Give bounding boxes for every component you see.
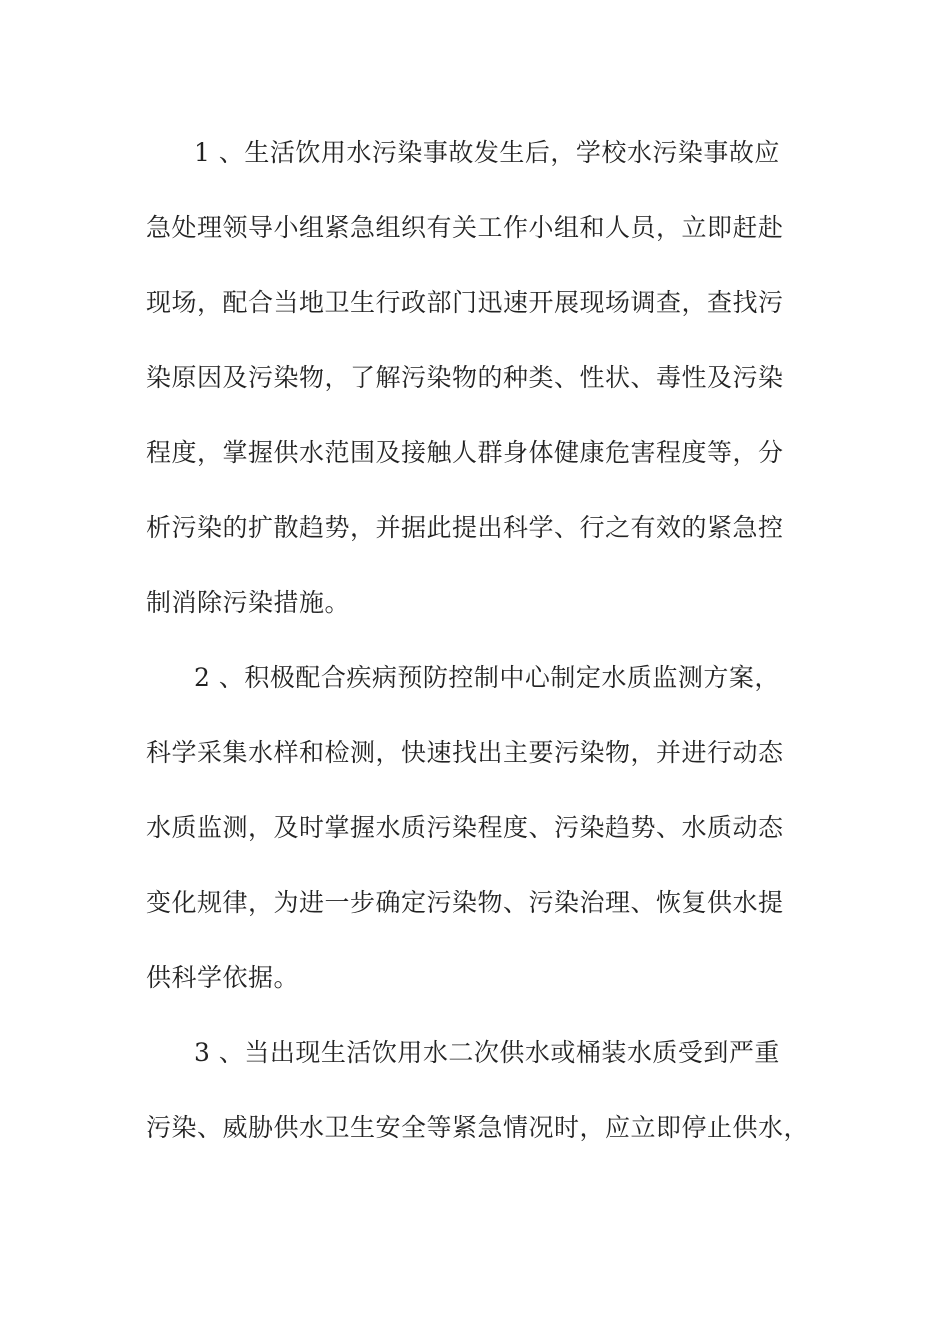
document-body xyxy=(146,128,810,1178)
paragraph-line: 程度，掌握供水范围及接触人群身体健康危害程度等，分 xyxy=(146,438,784,467)
paragraph-line: 现场，配合当地卫生行政部门迅速开展现场调查，查找污 xyxy=(146,288,784,317)
paragraph-line: 制消除污染措施。 xyxy=(146,588,351,617)
paragraph-line: 急处理领导小组紧急组织有关工作小组和人员，立即赶赴 xyxy=(146,213,784,242)
paragraph-3 xyxy=(146,1028,810,1178)
paragraph-line: 变化规律，为进一步确定污染物、污染治理、恢复供水提 xyxy=(146,888,784,917)
paragraph-2 xyxy=(146,653,806,1028)
paragraph-line: 污染、威胁供水卫生安全等紧急情况时，应立即停止供水， xyxy=(146,1113,810,1142)
paragraph-line: 科学采集水样和检测，快速找出主要污染物，并进行动态 xyxy=(146,738,784,767)
paragraph-line: 染原因及污染物，了解污染物的种类、性状、毒性及污染 xyxy=(146,363,784,392)
paragraph-line: 2 、积极配合疾病预防控制中心制定水质监测方案， xyxy=(194,663,780,692)
paragraph-line: 析污染的扩散趋势，并据此提出科学、行之有效的紧急控 xyxy=(146,513,784,542)
paragraph-line: 水质监测，及时掌握水质污染程度、污染趋势、水质动态 xyxy=(146,813,784,842)
paragraph-line: 1 、生活饮用水污染事故发生后，学校水污染事故应 xyxy=(194,138,780,167)
paragraph-1 xyxy=(146,128,806,653)
paragraph-line: 供科学依据。 xyxy=(146,963,300,992)
paragraph-line: 3 、当出现生活饮用水二次供水或桶装水质受到严重 xyxy=(194,1038,780,1067)
